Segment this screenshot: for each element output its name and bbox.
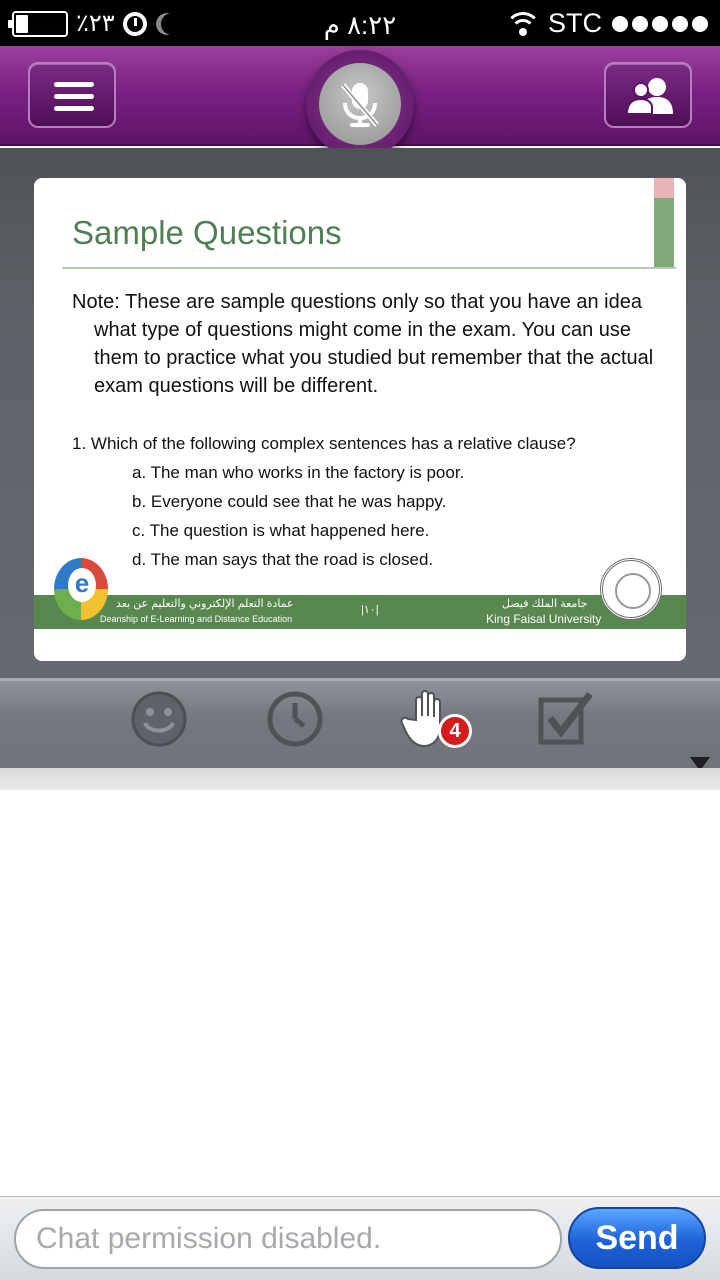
- menu-button[interactable]: [28, 62, 116, 128]
- slide-title: Sample Questions: [72, 214, 342, 251]
- send-button[interactable]: Send: [568, 1207, 706, 1269]
- slide-note: Note: These are sample questions only so that you have an idea what type of questions might come in the exam. You can use them to practice what you studied but remember that the actual exam questions will be different.: [72, 291, 654, 397]
- university-seal-logo: [600, 558, 662, 620]
- status-time: ٨:٢٢ م: [323, 10, 397, 40]
- mic-button-frame: [306, 50, 414, 158]
- participants-button[interactable]: [604, 62, 692, 128]
- checkbox-icon: [536, 690, 594, 748]
- clock-icon: [266, 690, 324, 748]
- slide-divider: [62, 267, 676, 269]
- slide-accent: [654, 198, 674, 268]
- signal-strength-icon: [612, 16, 708, 32]
- battery-percent: ٪٢٣: [76, 10, 115, 37]
- wifi-icon: [508, 12, 538, 36]
- status-right: [508, 8, 708, 39]
- session-toolbar: [0, 678, 720, 768]
- slide-accent: [654, 178, 674, 198]
- slide-footer: [34, 595, 686, 629]
- slide-page-number: |١٠|: [361, 604, 379, 616]
- chat-input[interactable]: [14, 1209, 562, 1269]
- university-name-english: King Faisal University: [486, 612, 602, 626]
- deanship-name-arabic: عمادة التعلم الإلكتروني والتعليم عن بعد: [116, 598, 294, 610]
- answer-option: b. Everyone could see that he was happy.: [132, 492, 447, 511]
- answer-options: [132, 462, 464, 578]
- raised-hands-count-badge: 4: [438, 714, 472, 748]
- status-check-button[interactable]: [536, 690, 594, 748]
- slide-question: 1. Which of the following complex sentences has a relative clause?: [72, 434, 576, 453]
- answer-option: d. The man says that the road is closed.: [132, 550, 434, 569]
- smiley-icon: [130, 690, 188, 748]
- users-icon: [625, 76, 675, 116]
- presentation-stage: [0, 148, 720, 678]
- emoticon-button[interactable]: [130, 690, 188, 748]
- status-bar: [0, 0, 720, 46]
- mic-button[interactable]: [316, 60, 404, 148]
- deanship-name-english: Deanship of E-Learning and Distance Education: [100, 614, 293, 624]
- chat-messages: [0, 790, 720, 1196]
- panel-divider: [0, 768, 720, 790]
- university-name-arabic: جامعة الملك فيصل: [502, 598, 588, 610]
- carrier-name: STC: [548, 8, 602, 38]
- answer-option: a. The man who works in the factory is poor.: [132, 463, 465, 482]
- away-button[interactable]: [266, 690, 324, 748]
- chat-input-bar: [0, 1196, 720, 1280]
- elearning-logo: [54, 558, 108, 620]
- answer-option: c. The question is what happened here.: [132, 521, 430, 540]
- mic-muted-icon: [333, 77, 387, 131]
- presentation-slide: [34, 178, 686, 661]
